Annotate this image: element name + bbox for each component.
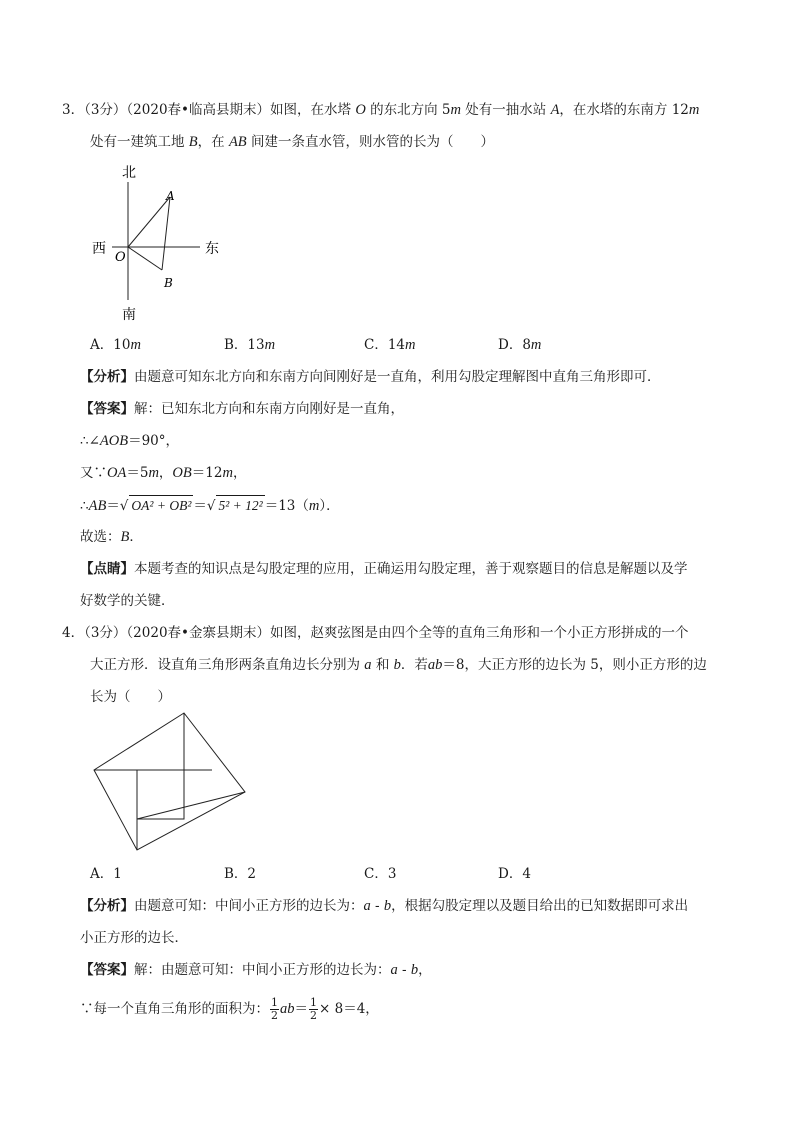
q4-meta: （3分）（2020春•金寨县期末） [84, 625, 271, 641]
q3-stem-line-1: 3．（3分）（2020春•临高县期末）如图，在水塔 O 的东北方向 5m 处有一抽水站 A，在水塔的东南方 12m [62, 102, 700, 118]
q4-option-c[interactable]: C．3 [364, 866, 397, 882]
q3-compass-figure [88, 160, 228, 330]
q4-stem-line-3: 长为（ ） [90, 689, 171, 705]
q4-option-d[interactable]: D．4 [498, 866, 531, 882]
q3-stem-line-2: 处有一建筑工地 B，在 AB 间建一条直水管，则水管的长为（ ） [90, 134, 494, 150]
q4-analysis-1: 【分析】由题意可知：中间小正方形的边长为：a - b，根据勾股定理以及题目给出的已知数据即可求出 [80, 898, 689, 914]
q3-answer: 【答案】解：已知东北方向和东南方向刚好是一直角， [80, 401, 404, 417]
q3-analysis: 【分析】由题意可知东北方向和东南方向间刚好是一直角，利用勾股定理解图中直角三角形即可． [80, 369, 661, 385]
q3-comment-2: 好数学的关键． [80, 593, 175, 609]
q3-step-2: 又∵OA＝5m，OB＝12m， [80, 465, 247, 481]
q4-stem-line-2: 大正方形．设直角三角形两条直角边长分别为 a 和 b．若ab＝8，大正方形的边长为 5，则小正方形的边 [90, 657, 707, 673]
fraction-half-1: $\frac{1}{2}$ [271, 996, 278, 1022]
q3-comment-1: 【点睛】本题考查的知识点是勾股定理的应用，正确运用勾股定理，善于观察题目的信息是解题以及学 [80, 561, 688, 577]
q3-option-a[interactable]: A．10m [90, 337, 141, 353]
label-B: B [164, 276, 173, 290]
q3-option-c[interactable]: C．14m [364, 337, 416, 353]
q3-meta: （3分）（2020春•临高县期末） [84, 102, 271, 118]
label-south: 南 [122, 307, 136, 323]
q4-number: 4． [62, 625, 85, 641]
q4-answer: 【答案】解：由题意可知：中间小正方形的边长为：a - b， [80, 962, 432, 978]
q4-stem-line-1: 4．（3分）（2020春•金寨县期末）如图，赵爽弦图是由四个全等的直角三角形和一个小正方形拼成的一个 [62, 625, 689, 641]
label-east: 东 [205, 241, 219, 257]
fraction-half-2: $\frac{1}{2}$ [310, 996, 317, 1022]
q4-analysis-2: 小正方形的边长． [80, 930, 188, 946]
q4-area-formula: ∵每一个直角三角形的面积为： $\frac{1}{2}$ ab＝ $\frac{1}{2}$ × 8＝4， [80, 996, 379, 1022]
label-north: 北 [122, 165, 136, 181]
label-west: 西 [92, 241, 106, 257]
q3-option-b[interactable]: B．13m [224, 337, 276, 353]
q3-step-3: ∴AB＝√ OA² + OB² ＝√ 5² + 12² ＝13（m）． [80, 495, 340, 516]
q3-option-d[interactable]: D．8m [498, 337, 542, 353]
q4-option-b[interactable]: B．2 [224, 866, 257, 882]
label-O: O [115, 250, 126, 265]
q3-step-1: ∴∠AOB＝90°， [80, 433, 180, 449]
q4-zhaoshuang-figure [88, 710, 248, 855]
label-A: A [166, 189, 175, 203]
q3-number: 3． [62, 102, 85, 118]
q3-choose: 故选：B． [80, 529, 143, 545]
q4-option-a[interactable]: A．1 [90, 866, 122, 882]
